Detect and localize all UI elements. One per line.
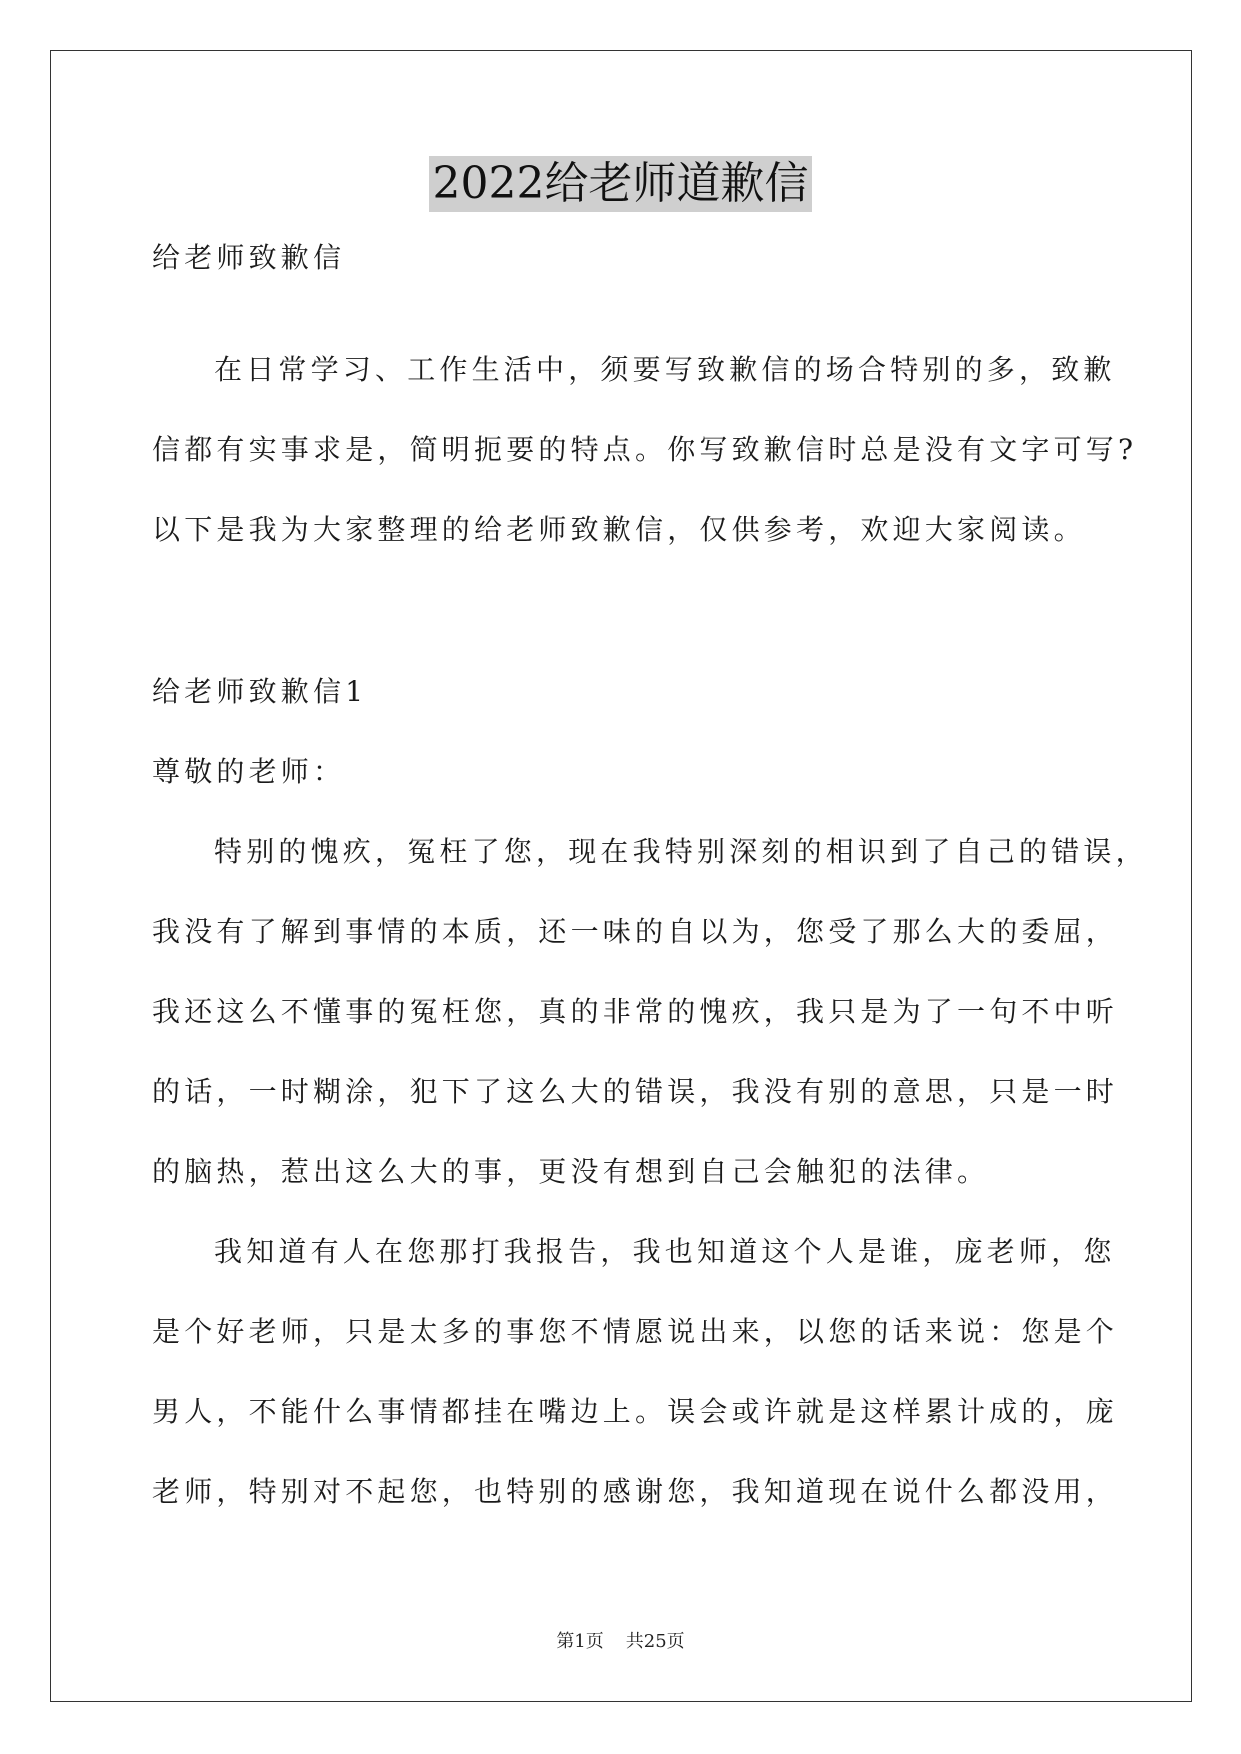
paragraph-line: 男人，不能什么事情都挂在嘴边上。误会或许就是这样累计成的，庞 [152, 1395, 1119, 1428]
paragraph-line: 以下是我为大家整理的给老师致歉信，仅供参考，欢迎大家阅读。 [152, 513, 1086, 546]
subheading-letter-1: 给老师致歉信1 [152, 675, 368, 708]
document-title [0, 156, 1241, 212]
page-total: 共25页 [625, 1631, 685, 1652]
document-title-text: 2022给老师道歉信 [429, 156, 813, 212]
subheading-letter: 给老师致歉信 [152, 241, 346, 274]
paragraph-line: 老师，特别对不起您，也特别的感谢您，我知道现在说什么都没用， [152, 1475, 1119, 1508]
salutation: 尊敬的老师： [152, 755, 346, 788]
page-footer [0, 1630, 1241, 1654]
paragraph-line: 我没有了解到事情的本质，还一味的自以为，您受了那么大的委屈， [152, 915, 1119, 948]
paragraph-line: 在日常学习、工作生活中，须要写致歉信的场合特别的多，致歉 [214, 353, 1116, 386]
paragraph-line: 我还这么不懂事的冤枉您，真的非常的愧疚，我只是为了一句不中听 [152, 995, 1119, 1028]
paragraph-line: 的话，一时糊涂，犯下了这么大的错误，我没有别的意思，只是一时 [152, 1075, 1119, 1108]
paragraph-line: 的脑热，惹出这么大的事，更没有想到自己会触犯的法律。 [152, 1155, 990, 1188]
paragraph-line: 我知道有人在您那打我报告，我也知道这个人是谁，庞老师，您 [214, 1235, 1116, 1268]
page-border [50, 50, 1192, 1702]
page-number: 第1页 [556, 1631, 604, 1652]
paragraph-line: 特别的愧疚，冤枉了您，现在我特别深刻的相识到了自己的错误， [214, 835, 1148, 868]
paragraph-line: 是个好老师，只是太多的事您不情愿说出来，以您的话来说：您是个 [152, 1315, 1119, 1348]
paragraph-line: 信都有实事求是，简明扼要的特点。你写致歉信时总是没有文字可写? [152, 433, 1138, 466]
